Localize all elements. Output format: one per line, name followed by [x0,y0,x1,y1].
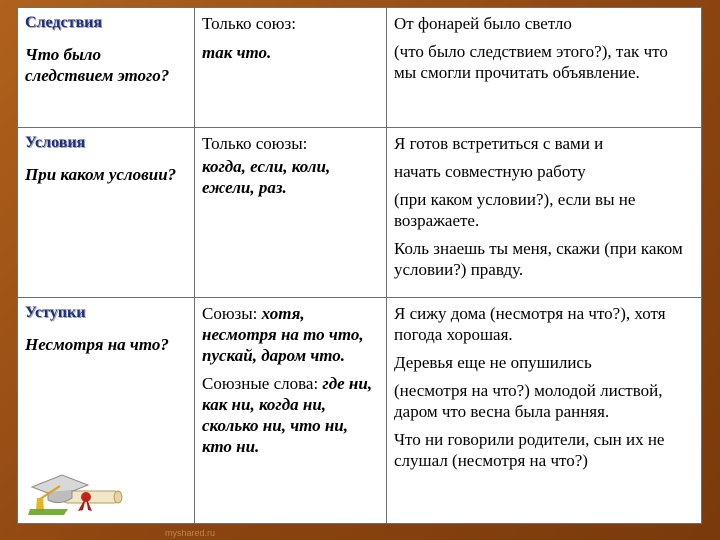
category-cell [18,128,195,298]
example-text: (несмотря на что?) молодой листвой, даром что весна была ранняя. [394,381,663,421]
examples-cell [387,8,702,128]
conjunctions-block [202,303,379,366]
conjunctions-list: хотя, несмотря на то что, пускай, даром что. [202,304,364,365]
example-text: (что было следствием этого?), так что мы смогли прочитать объявление. [394,42,668,82]
category-cell [18,8,195,128]
table-row [18,8,702,128]
category-title: Следствия [25,14,102,31]
conjunctions-label: Только союз: [202,14,296,33]
conjunctions-label: Союзы: [202,304,262,323]
example-text: Я готов встретиться с вами и [394,134,604,153]
graduation-cap-diploma-icon [28,465,128,517]
example-text: начать совместную работу [394,162,586,181]
relative-words-block [202,373,379,457]
category-question: При каком условии? [25,165,177,184]
example-text: Я сижу дома (несмотря на что?), хотя погода хорошая. [394,304,666,344]
conjunctions-cell [195,8,387,128]
category-question: Несмотря на что? [25,335,169,354]
category-title: Условия [25,134,86,151]
example-text: (при каком условии?), если вы не возражаете. [394,190,636,230]
relative-words-label: Союзные слова: [202,374,323,393]
rules-table [17,7,702,524]
example-text: Коль знаешь ты меня, скажи (при каком условии?) правду. [394,239,683,279]
examples-cell [387,128,702,298]
example-text: Деревья еще не опушились [394,353,592,372]
examples-cell [387,298,702,524]
table-row [18,128,702,298]
category-question: Что было следствием этого? [25,45,170,85]
conjunctions-cell [195,128,387,298]
relative-words-list: где ни, как ни, когда ни, сколько ни, что ни, кто ни. [202,374,373,456]
conjunctions-list: так что. [202,43,272,62]
example-text: Что ни говорили родители, сын их не слушал (несмотря на что?) [394,430,665,470]
conjunctions-list: когда, если, коли, ежели, раз. [202,157,331,197]
conjunctions-label: Только союзы: [202,134,308,153]
watermark-text: myshared.ru [165,528,216,538]
example-text: От фонарей было светло [394,14,572,33]
conjunctions-cell [195,298,387,524]
category-title: Уступки [25,304,86,321]
